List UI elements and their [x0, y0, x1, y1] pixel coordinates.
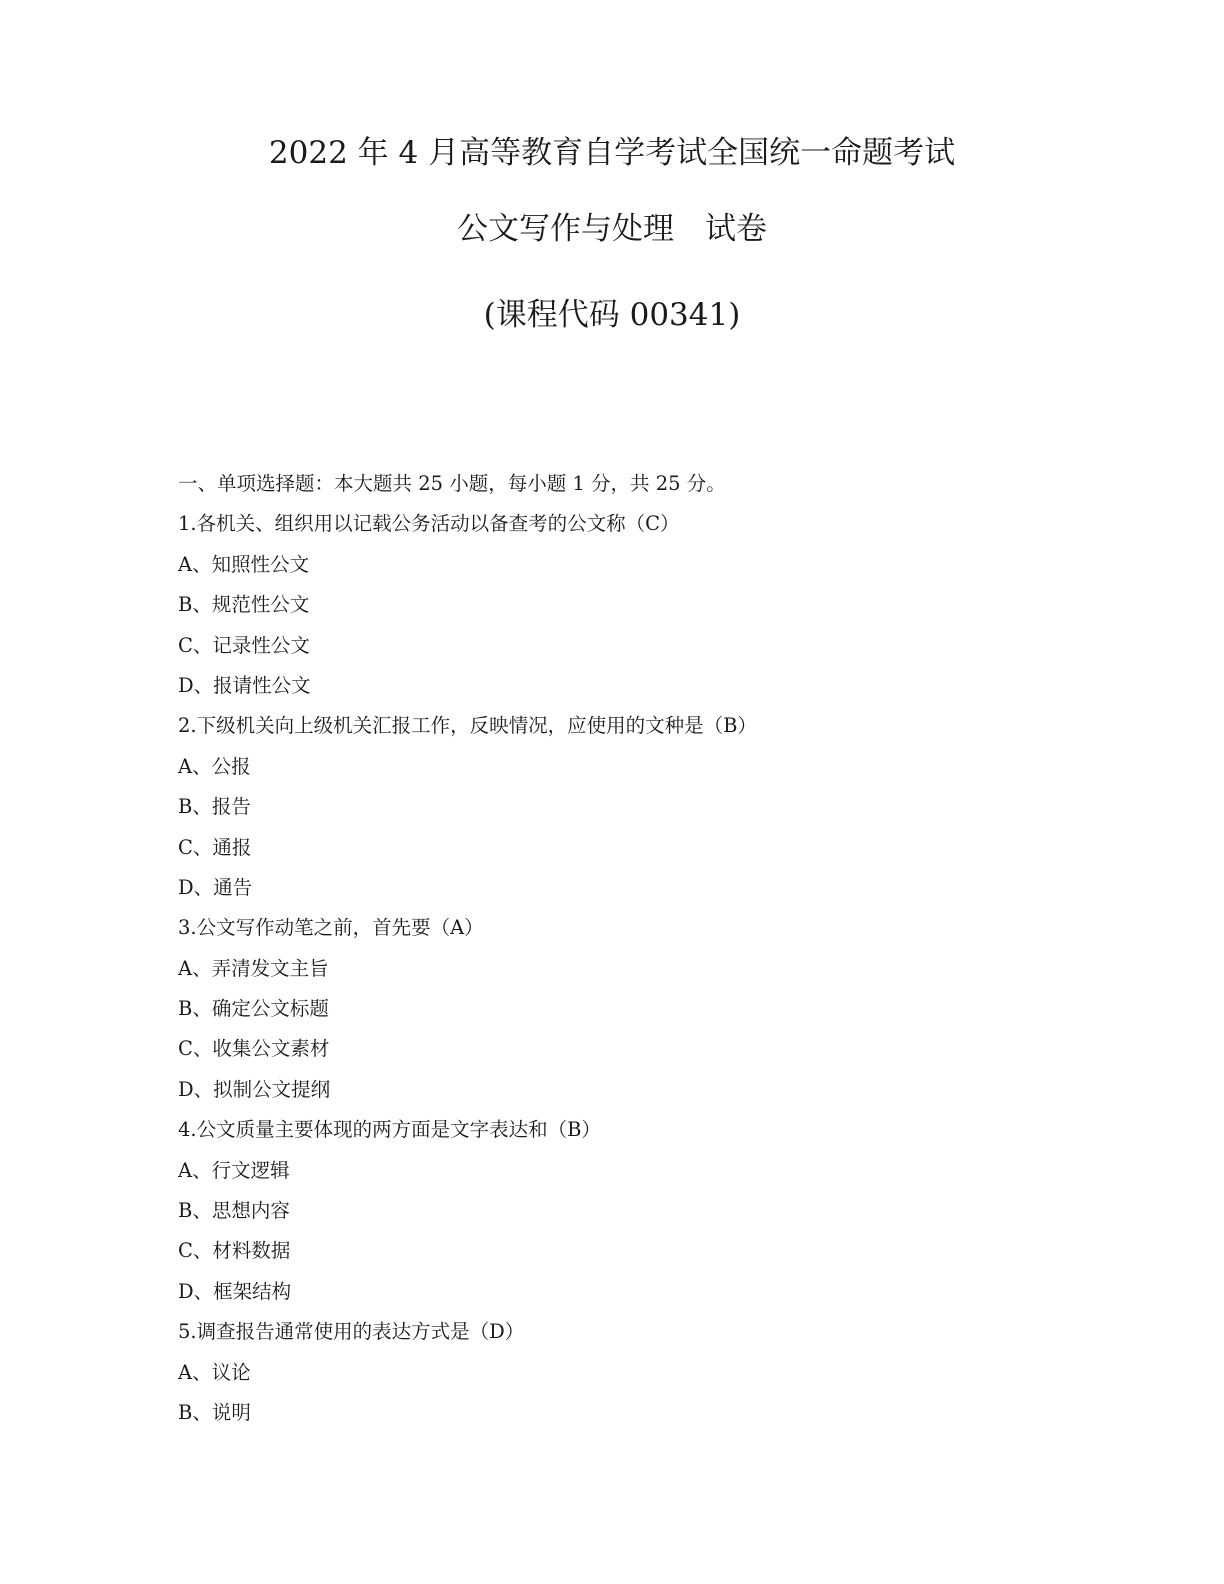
question-stem: 1.各机关、组织用以记载公务活动以备查考的公文称（C） — [178, 512, 680, 536]
answer-option: A、议论 — [178, 1360, 251, 1384]
answer-option: B、确定公文标题 — [178, 997, 329, 1021]
answer-option: B、说明 — [178, 1400, 251, 1424]
section-heading: 一、单项选择题：本大题共 25 小题，每小题 1 分，共 25 分。 — [178, 472, 726, 495]
question-stem: 2.下级机关向上级机关汇报工作，反映情况，应使用的文种是（B） — [178, 714, 757, 738]
page-title-line-3: (课程代码 00341) — [483, 297, 741, 333]
question-stem: 5.调查报告通常使用的表达方式是（D） — [178, 1320, 525, 1344]
answer-option: C、通报 — [178, 835, 252, 859]
answer-option: D、通告 — [178, 875, 253, 899]
answer-option: A、行文逻辑 — [178, 1158, 290, 1182]
page-title-line-1: 2022 年 4 月高等教育自学考试全国统一命题考试 — [268, 135, 956, 171]
answer-option: B、思想内容 — [178, 1199, 290, 1223]
page-title-line-2: 公文写作与处理 试卷 — [457, 211, 767, 247]
answer-option: D、拟制公文提纲 — [178, 1077, 331, 1101]
answer-option: D、报请性公文 — [178, 673, 311, 697]
exam-body — [178, 464, 1138, 1433]
answer-option: B、报告 — [178, 795, 251, 819]
answer-option: A、知照性公文 — [178, 552, 310, 576]
answer-option: C、材料数据 — [178, 1239, 291, 1263]
answer-option: D、框架结构 — [178, 1279, 292, 1303]
answer-option: A、弄清发文主旨 — [178, 956, 329, 980]
answer-option: A、公报 — [178, 754, 251, 778]
answer-option: C、收集公文素材 — [178, 1037, 330, 1061]
question-stem: 3.公文写作动笔之前，首先要（A） — [178, 916, 484, 940]
answer-option: C、记录性公文 — [178, 633, 310, 657]
answer-option: B、规范性公文 — [178, 593, 310, 617]
question-stem: 4.公文质量主要体现的两方面是文字表达和（B） — [178, 1118, 601, 1142]
